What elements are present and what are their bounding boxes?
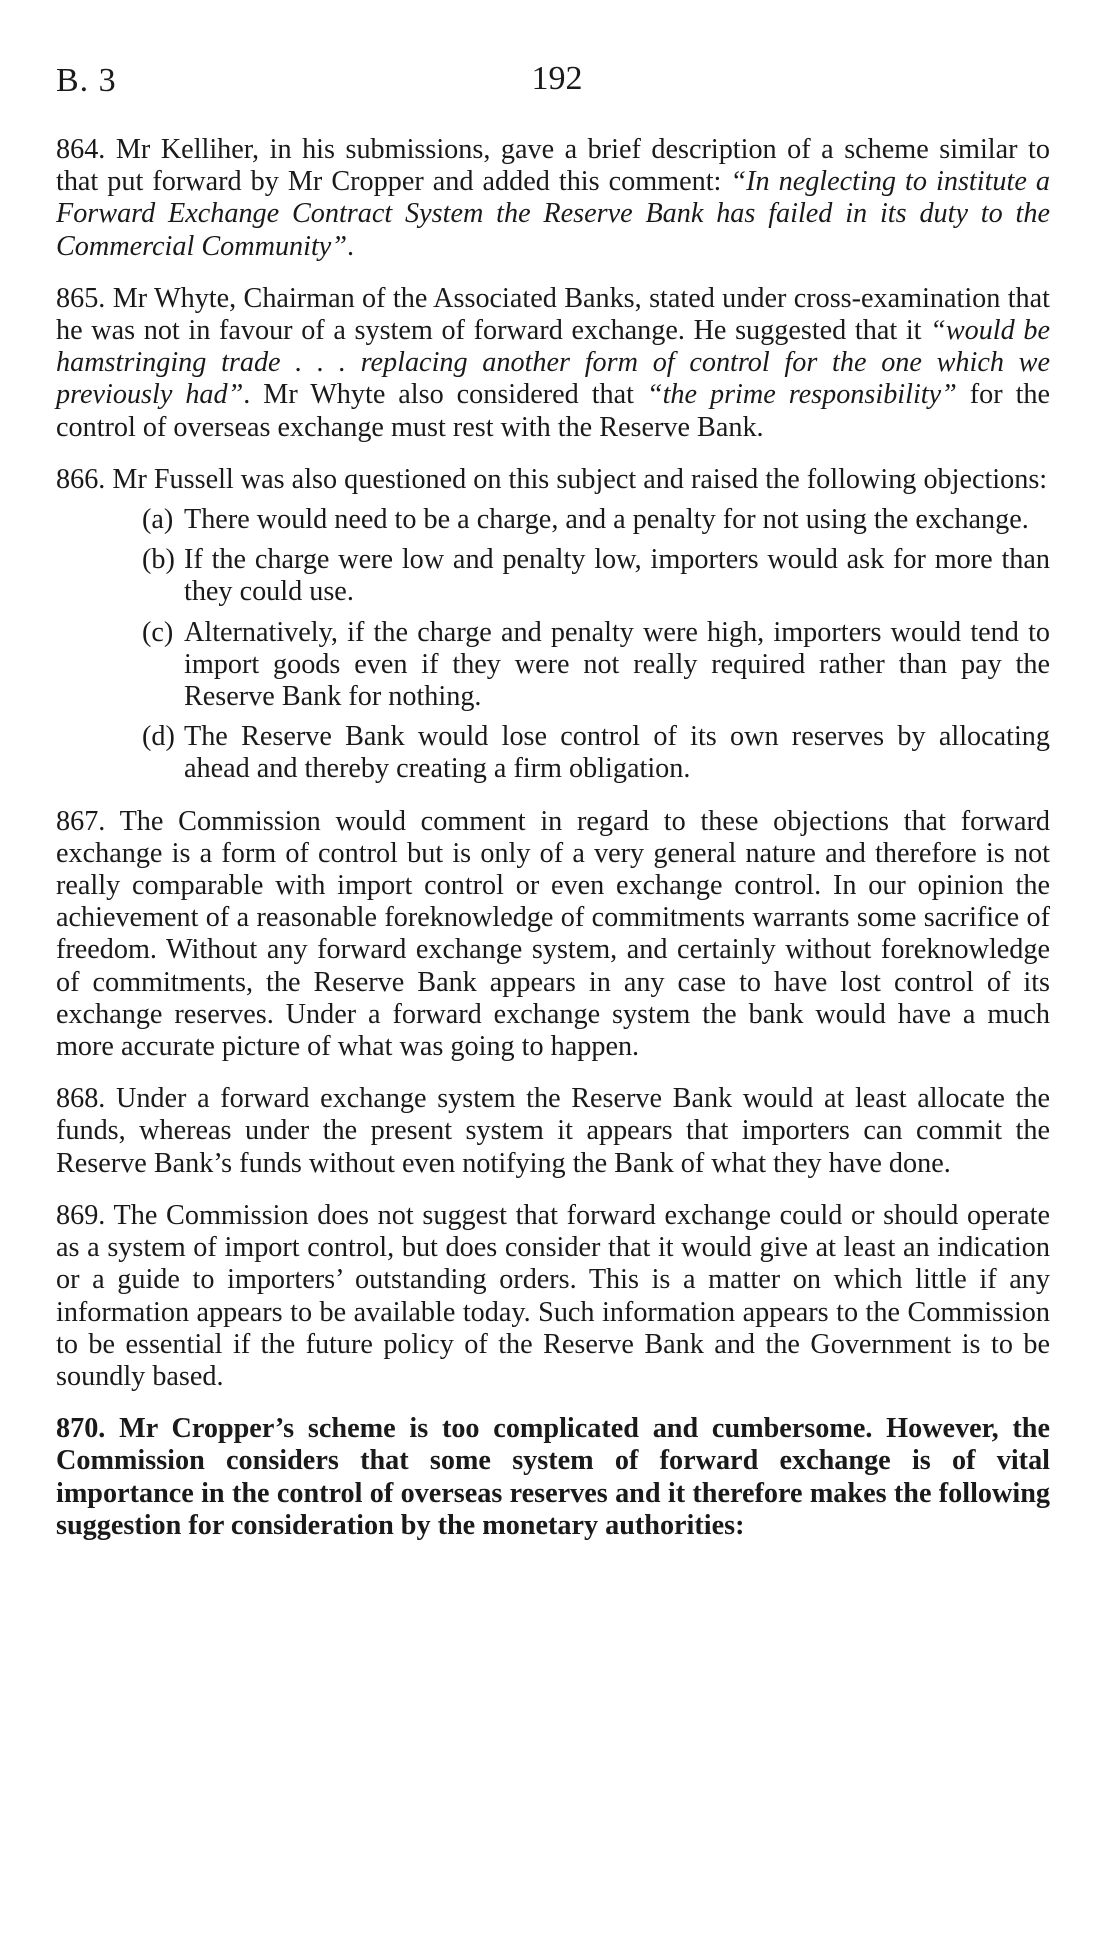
- paragraph-864: 864. Mr Kelliher, in his submissions, gave a brief description of a scheme similar to that put forward by Mr Cropper and added this comment: “In neglecting to institute a Forward Exchange Contract System the Reserve Bank has failed in its duty to the Commercial Community”.: [56, 134, 1050, 262]
- list-item: (d) The Reserve Bank would lose control of its own reserves by allocating ahead and thereby creating a firm obligation.: [142, 721, 1050, 785]
- paragraph-870: 870. Mr Cropper’s scheme is too complicated and cumbersome. However, the Commission considers that some system of forward exchange is of vital importance in the control of overseas reserves and it therefore makes the following suggestion for consideration by the monetary authorities:: [56, 1413, 1050, 1541]
- paragraph-number: 866.: [56, 463, 106, 495]
- paragraph-number: 865.: [56, 282, 106, 314]
- paragraph-869: 869. The Commission does not suggest that forward exchange could or should operate as a system of import control, but does consider that it would give at least an indication or a guide to importers’ outstanding orders. This is a matter on which little if any information appears to be available today. Such information appears to the Commission to be essential if the future policy of the Reserve Bank and the Government is to be soundly based.: [56, 1199, 1050, 1392]
- paragraph-866: 866. Mr Fussell was also questioned on this subject and raised the following objections:: [56, 463, 1048, 495]
- paragraph-number: 867.: [56, 805, 106, 837]
- document-body: [56, 134, 1050, 1562]
- objections-list: [56, 504, 1050, 786]
- list-label: (d): [142, 721, 175, 753]
- page-number: 192: [531, 60, 583, 97]
- list-item: (b) If the charge were low and penalty low, importers would ask for more than they could use.: [142, 544, 1050, 608]
- paragraph-number: 864.: [56, 134, 106, 165]
- paragraph-867: 867. The Commission would comment in regard to these objections that forward exchange is a form of control but is only of a very general nature and therefore is not really comparable with import control or even exchange control. In our opinion the achievement of a reasonable foreknowledge of commitments warrants some sacrifice of freedom. Without any forward exchange system, and certainly without foreknowledge of commitments, the Reserve Bank appears in any case to have lost control of its exchange reserves. Under a forward exchange system the bank would have a much more accurate picture of what was going to happen.: [56, 805, 1050, 1063]
- list-label: (b): [142, 544, 175, 576]
- list-label: (a): [142, 504, 174, 536]
- quote: “would be hamstringing trade . . . replacing another form of control for the one which we previously had”: [56, 315, 1050, 411]
- paragraph-number: 869.: [56, 1199, 106, 1231]
- list-item: (a) There would need to be a charge, and a penalty for not using the exchange.: [142, 504, 1029, 536]
- paragraph-865: 865. Mr Whyte, Chairman of the Associated Banks, stated under cross-examination that he was not in favour of a system of forward exchange. He suggested that it “would be hamstringing trade . . . replacing another form of control for the one which we previously had”. Mr Whyte also considered that “the prime responsibility” for the control of overseas exchange must rest with the Reserve Bank.: [56, 282, 1051, 443]
- document-code: B. 3: [56, 62, 117, 99]
- paragraph-number: 870.: [56, 1413, 106, 1445]
- quote: “In neglecting to institute a Forward Exchange Contract System the Reserve Bank has failed in its duty to the Commercial Community”: [56, 166, 1050, 262]
- quote: “the prime responsibility”: [646, 379, 957, 411]
- paragraph-868: 868. Under a forward exchange system the Reserve Bank would at least allocate the funds, whereas under the present system it appears that importers can commit the Reserve Bank’s funds without even notifying the Bank of what they have done.: [56, 1083, 1050, 1179]
- list-item: (c) Alternatively, if the charge and penalty were high, importers would tend to import goods even if they were not really required rather than pay the Reserve Bank for nothing.: [142, 616, 1050, 713]
- paragraph-number: 868.: [56, 1083, 106, 1115]
- list-label: (c): [142, 616, 174, 648]
